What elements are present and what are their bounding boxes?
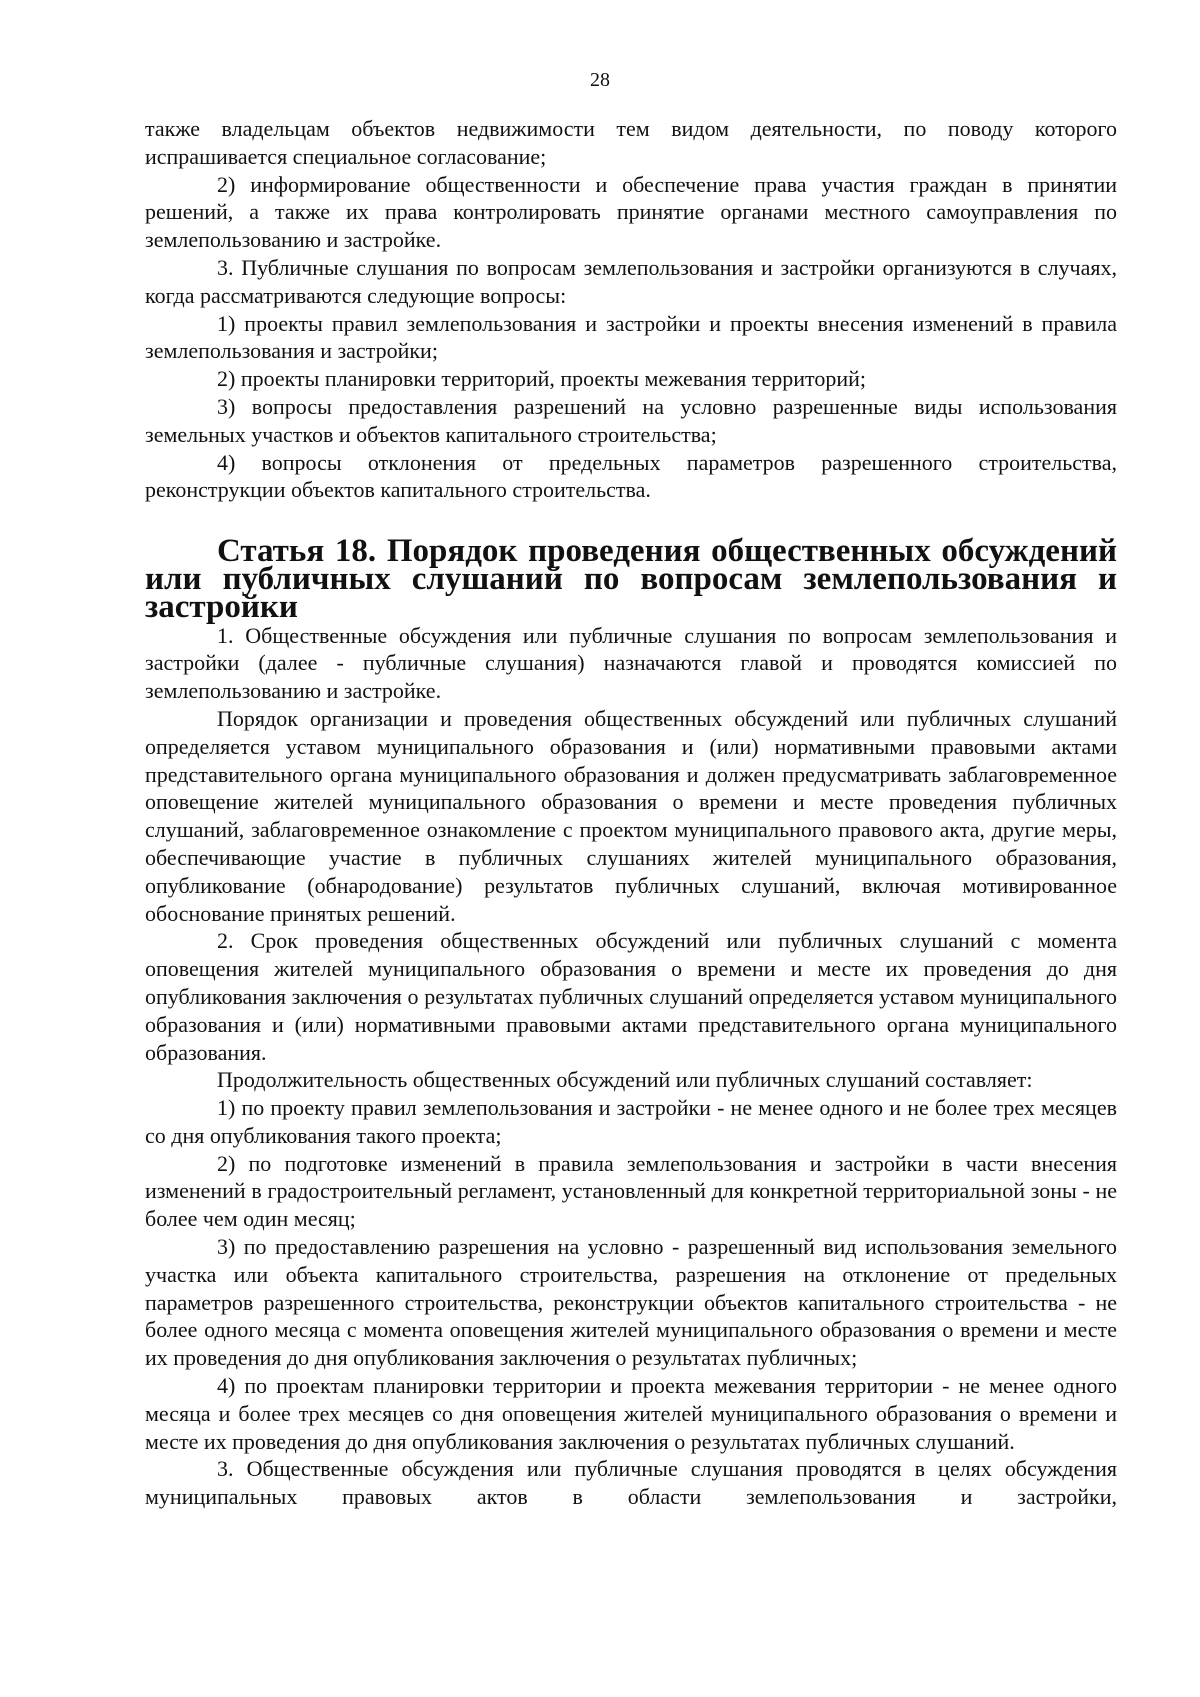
paragraph: 3) по предоставлению разрешения на условно - разрешенный вид использования земельного участка или объекта капитального строительства, разрешения на отклонение от предельных параметров разрешенного строительства, реконструкции объектов капитального строительства - не более одного месяца с момента оповещения жителей муниципального образования о времени и месте их проведения до дня опубликования заключения о результатах публичных; [145,1234,1117,1371]
paragraph: Продолжительность общественных обсуждений или публичных слушаний составляет: [217,1067,1033,1093]
paragraph: 2) информирование общественности и обеспечение права участия граждан в принятии решений, а также их права контролировать принятие органами местного самоуправления по землепользованию и застройке. [145,171,1117,253]
paragraph: Порядок организации и проведения общественных обсуждений или публичных слушаний определяется уставом муниципального образования и (или) нормативными правовыми актами представительного органа муниципального образования и должен предусматривать заблаговременное оповещение жителей муниципального образования о времени и месте проведения публичных слушаний, заблаговременное ознакомление с проектом муниципального правового акта, другие меры, обеспечивающие участие в публичных слушаниях жителей муниципального образования, опубликование (обнародование) результатов публичных слушаний, включая мотивированное обоснование принятых решений. [145,705,1117,926]
paragraph: 2. Срок проведения общественных обсуждений или публичных слушаний с момента оповещения жителей муниципального образования о времени и месте их проведения до дня опубликования заключения о результатах публичных слушаний определяется уставом муниципального образования и (или) нормативными правовыми актами представительного органа муниципального образования. [145,928,1117,1065]
paragraph: 4) по проектам планировки территории и проекта межевания территории - не менее одного месяца и более трех месяцев со дня оповещения жителей муниципального образования о времени и месте их проведения до дня опубликования заключения о результатах публичных слушаний. [145,1373,1117,1454]
paragraph: 1) проекты правил землепользования и застройки и проекты внесения изменений в правила землепользования и застройки; [145,310,1117,364]
page-number: 28 [590,69,610,91]
section-before [145,115,1117,504]
paragraph: 2) по подготовке изменений в правила землепользования и застройки в части внесения изменений в градостроительный регламент, установленный для конкретной территориальной зоны - не более чем один месяц; [145,1150,1117,1232]
paragraph: 3) вопросы предоставления разрешений на условно разрешенные виды использования земельных участков и объектов капитального строительства; [145,393,1117,447]
article-heading: Статья 18. Порядок проведения общественных обсуждений или публичных слушаний по вопросам землепользования и застройки [145,533,1117,625]
paragraph: 1. Общественные обсуждения или публичные слушания по вопросам землепользования и застройки (далее - публичные слушания) назначаются главой и проводятся комиссией по землепользованию и застройке. [145,622,1117,704]
paragraph: 3. Общественные обсуждения или публичные слушания проводятся в целях обсуждения муниципальных правовых актов в области землепользования и застройки, [145,1456,1117,1510]
document-body [145,115,1117,1511]
paragraph: также владельцам объектов недвижимости тем видом деятельности, по поводу которого испрашивается специальное согласование; [145,116,1117,169]
paragraph: 3. Публичные слушания по вопросам землепользования и застройки организуются в случаях, когда рассматриваются следующие вопросы: [145,254,1117,308]
section-after [145,622,1117,1512]
paragraph: 1) по проекту правил землепользования и застройки - не менее одного и не более трех месяцев со дня опубликования такого проекта; [145,1095,1117,1148]
paragraph: 4) вопросы отклонения от предельных параметров разрешенного строительства, реконструкции объектов капитального строительства. [145,449,1117,503]
paragraph: 2) проекты планировки территорий, проекты межевания территорий; [217,366,866,392]
